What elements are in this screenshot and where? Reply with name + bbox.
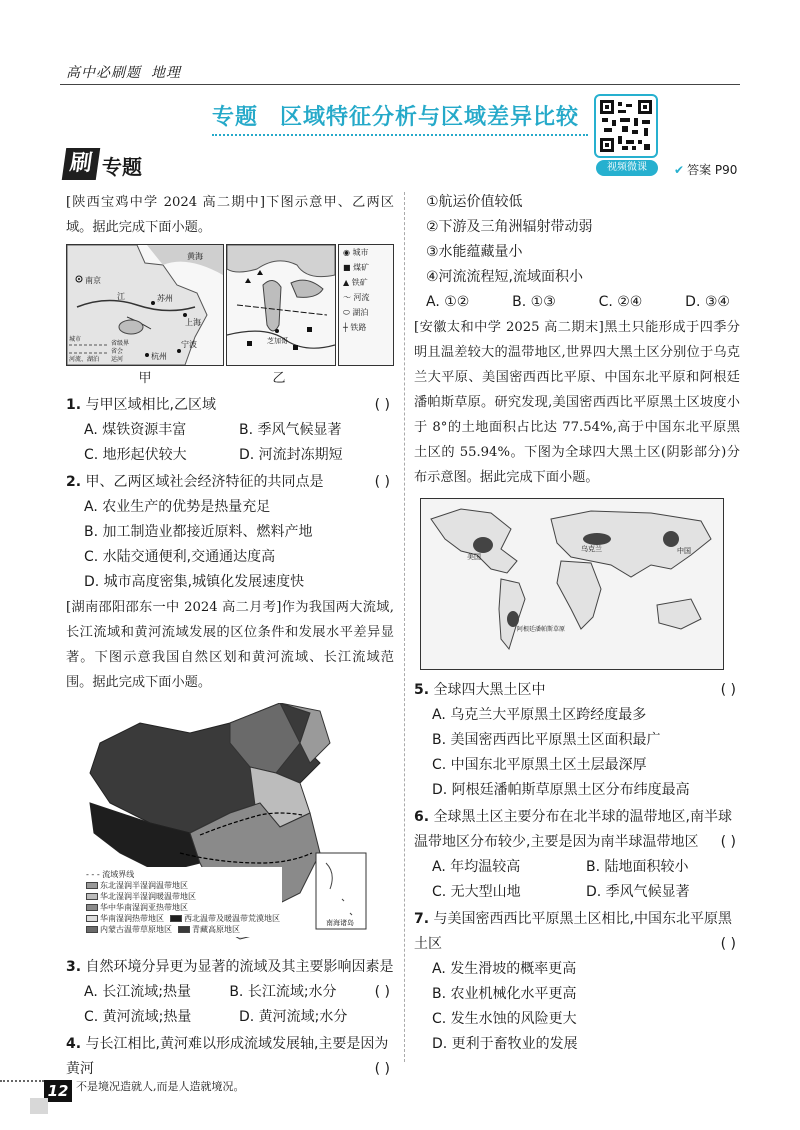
option-d[interactable]: D. 阿根廷潘帕斯草原黑土区分布纬度最高 bbox=[432, 782, 690, 798]
video-lesson-label[interactable]: 视频微课 bbox=[596, 160, 658, 176]
legend-swatch bbox=[178, 926, 190, 933]
question-number: 3. bbox=[66, 959, 82, 975]
map-jia-label: 宁波 bbox=[181, 340, 197, 349]
question-number: 4. bbox=[66, 1036, 82, 1052]
option-a[interactable]: A. 煤铁资源丰富 bbox=[84, 422, 187, 438]
question-1 bbox=[66, 393, 394, 468]
footer-quote: 不是境况造就人,而是人造就境况。 bbox=[76, 1080, 245, 1093]
answer-blank[interactable]: ( ) bbox=[374, 1061, 390, 1077]
qr-code-icon bbox=[600, 100, 652, 152]
answer-blank[interactable]: ( ) bbox=[374, 397, 390, 413]
answer-reference bbox=[674, 161, 737, 178]
map-jia-label: 南京 bbox=[85, 276, 101, 285]
option-c[interactable]: C. 中国东北平原黑土区土层最深厚 bbox=[432, 757, 647, 773]
checkmark-icon: ✔ bbox=[674, 163, 685, 177]
section-badge bbox=[64, 148, 142, 180]
legend-rail-icon: ┼ bbox=[343, 323, 351, 332]
option-c[interactable]: C. 发生水蚀的风险更大 bbox=[432, 1011, 577, 1027]
question-number: 6. bbox=[414, 809, 430, 825]
map-jia-label: 杭州 bbox=[151, 352, 167, 361]
legend-swatch bbox=[86, 893, 98, 900]
question-text: 全球四大黑土区中 bbox=[433, 682, 546, 698]
option-d[interactable]: D. 季风气候显著 bbox=[586, 884, 690, 900]
option-b[interactable]: B. 长江流域;水分 bbox=[229, 984, 337, 1000]
legend-item: ■ 煤矿 bbox=[343, 263, 370, 272]
statement-1: ①航运价值较低 bbox=[426, 194, 523, 210]
question-number: 1. bbox=[66, 397, 82, 413]
option-d[interactable]: D. ③④ bbox=[685, 294, 730, 310]
option-b[interactable]: B. 陆地面积较小 bbox=[586, 859, 689, 875]
map-yi bbox=[226, 244, 336, 366]
option-d[interactable]: D. 黄河流域;水分 bbox=[239, 1009, 348, 1025]
legend-item: 华中华南湿润亚热带地区 bbox=[86, 902, 280, 913]
topic-prefix: 专题 bbox=[212, 105, 259, 130]
option-d[interactable]: D. 城市高度密集,城镇化发展速度快 bbox=[84, 574, 305, 590]
map-jia-legend: 省会 bbox=[111, 348, 124, 355]
figure-jia-yi bbox=[66, 240, 394, 366]
option-c[interactable]: C. 地形起伏较大 bbox=[84, 447, 187, 463]
statement-2: ②下游及三角洲辐射带动弱 bbox=[426, 219, 593, 235]
group-2-intro: [湖南邵阳邵东一中 2024 高二月考]作为我国两大流域,长江流域和黄河流域发展的区位条件和发展水平差异显著。下图示意我国自然区划和黄河流域、长江流域范围。据此完成下面小题。 bbox=[66, 600, 394, 690]
legend-item: ▲ 铁矿 bbox=[343, 278, 368, 287]
figure-labels bbox=[66, 366, 394, 391]
option-a[interactable]: A. 乌克兰大平原黑土区跨经度最多 bbox=[432, 707, 647, 723]
option-b[interactable]: B. 加工制造业都接近原料、燃料产地 bbox=[84, 524, 313, 540]
group-3-intro: [安徽太和中学 2025 高二期末]黑土只能形成于四季分明且温差较大的温带地区,世界四大黑土区分别位于乌克兰大平原、美国密西西比平原、中国东北平原和阿根廷潘帕斯草原。研究发现,美国密西西比平原黑土区坡度小于 8°的土地面积占比达 77.54%,高于中国东北平原黑土区的 55.94%。下图为全球四大黑土区(阴影部分)分布示意图。据此完成下面小题。 bbox=[414, 320, 740, 485]
qr-code[interactable] bbox=[594, 94, 658, 158]
question-7 bbox=[414, 907, 740, 1057]
topic-name: 区域特征分析与区域差异比较 bbox=[280, 105, 580, 130]
answer-page: 答案 P90 bbox=[687, 163, 738, 177]
option-d[interactable]: D. 更利于畜牧业的发展 bbox=[432, 1036, 578, 1052]
inset-label: 南海诸岛 bbox=[326, 919, 354, 927]
option-b[interactable]: B. 农业机械化水平更高 bbox=[432, 986, 577, 1002]
map-jia-legend: 河流、湖泊 bbox=[69, 356, 100, 363]
option-c[interactable]: C. 水陆交通便利,交通通达度高 bbox=[84, 549, 276, 565]
figure-label-yi: 乙 bbox=[272, 371, 286, 386]
question-6 bbox=[414, 805, 740, 905]
world-map-label: 乌克兰 bbox=[581, 545, 602, 553]
statement-3: ③水能蕴藏量小 bbox=[426, 244, 523, 260]
option-a[interactable]: A. 农业生产的优势是热量充足 bbox=[84, 499, 271, 515]
option-d[interactable]: D. 河流封冻期短 bbox=[239, 447, 343, 463]
question-text: 与甲区域相比,乙区域 bbox=[85, 397, 216, 413]
question-2 bbox=[66, 470, 394, 595]
legend-item: 华北湿润半湿润暖温带地区 bbox=[86, 891, 280, 902]
legend-item: 内蒙古温带草原地区 bbox=[86, 924, 172, 935]
option-b[interactable]: B. 季风气候显著 bbox=[239, 422, 342, 438]
china-map-legend bbox=[84, 867, 282, 937]
column-divider bbox=[404, 192, 405, 1062]
answer-blank[interactable]: ( ) bbox=[720, 936, 736, 952]
option-c[interactable]: C. 无大型山地 bbox=[432, 884, 521, 900]
badge-word: 专题 bbox=[102, 155, 142, 179]
footer-dotted-rule bbox=[0, 1080, 44, 1082]
map-jia-label: 江 bbox=[117, 292, 125, 301]
option-a[interactable]: A. 长江流域;热量 bbox=[84, 984, 191, 1000]
legend-swatch bbox=[86, 915, 98, 922]
answer-blank[interactable]: ( ) bbox=[374, 474, 390, 490]
legend-river-icon: ～ bbox=[343, 293, 354, 302]
legend-item: 青藏高原地区 bbox=[178, 924, 240, 935]
question-number: 2. bbox=[66, 474, 82, 490]
legend-swatch bbox=[86, 926, 98, 933]
map-jia-legend: 城市 bbox=[69, 336, 82, 343]
legend-item: 东北湿润半湿润温带地区 bbox=[86, 880, 280, 891]
map-jia-legend: 运河 bbox=[111, 356, 124, 363]
legend-lake-icon: ⬭ bbox=[343, 308, 353, 317]
question-text: 自然环境分异更为显著的流域及其主要影响因素是 bbox=[85, 959, 394, 975]
world-map-label: 美国 bbox=[467, 553, 481, 561]
title-underline bbox=[212, 134, 588, 136]
legend-item: ～ 河流 bbox=[343, 293, 370, 302]
legend-item: 西北温带及暖温带荒漠地区 bbox=[170, 913, 280, 924]
question-3 bbox=[66, 955, 394, 1030]
statement-4: ④河流流程短,流域面积小 bbox=[426, 269, 584, 285]
question-4-statements bbox=[414, 190, 740, 315]
option-a[interactable]: A. 年均温较高 bbox=[432, 859, 521, 875]
map-jia-label: 黄海 bbox=[187, 252, 203, 261]
china-region-map bbox=[80, 703, 380, 953]
question-number: 7. bbox=[414, 911, 430, 927]
corner-decoration bbox=[30, 1098, 48, 1114]
legend-swatch bbox=[86, 882, 98, 889]
book-title bbox=[66, 62, 191, 82]
legend-swatch bbox=[170, 915, 182, 922]
answer-blank[interactable]: ( ) bbox=[720, 682, 736, 698]
figure-label-jia: 甲 bbox=[138, 371, 152, 386]
legend-item: 华南湿润热带地区 bbox=[86, 913, 164, 924]
question-text: 与美国密西西比平原黑土区相比,中国东北平原黑土区 bbox=[414, 911, 732, 952]
world-map-label: 中国 bbox=[677, 547, 691, 555]
option-b[interactable]: B. ①③ bbox=[512, 294, 556, 310]
book-name: 高中必刷题 bbox=[66, 65, 141, 81]
legend-item: - - - 流域界线 bbox=[86, 870, 135, 879]
legend-city-icon: ◉ bbox=[343, 248, 353, 257]
map-jia-label: 上海 bbox=[185, 318, 201, 327]
question-5 bbox=[414, 678, 740, 803]
option-a[interactable]: A. 发生滑坡的概率更高 bbox=[432, 961, 577, 977]
subject-name: 地理 bbox=[151, 65, 181, 81]
option-c[interactable]: C. ②④ bbox=[598, 294, 643, 310]
legend-item: ◉ 城市 bbox=[343, 248, 369, 257]
world-black-soil-map bbox=[420, 498, 724, 670]
topic-title bbox=[212, 100, 579, 131]
group-1-intro: [陕西宝鸡中学 2024 高二期中]下图示意甲、乙两区域。据此完成下面小题。 bbox=[66, 195, 394, 235]
right-column bbox=[414, 190, 740, 1057]
option-b[interactable]: B. 美国密西西比平原黑土区面积最广 bbox=[432, 732, 661, 748]
map-jia-label: 苏州 bbox=[157, 294, 173, 303]
question-text: 全球黑土区主要分布在北半球的温带地区,南半球温带地区分布较少,主要是因为南半球温带地区 bbox=[414, 809, 732, 850]
question-number: 5. bbox=[414, 682, 430, 698]
answer-blank[interactable]: ( ) bbox=[374, 984, 390, 1000]
answer-blank[interactable]: ( ) bbox=[720, 834, 736, 850]
left-column bbox=[66, 190, 394, 1082]
map-yi-label: 芝加哥 bbox=[267, 337, 288, 345]
question-text: 与长江相比,黄河难以形成流域发展轴,主要是因为黄河 bbox=[66, 1036, 389, 1077]
page-number: 12 bbox=[44, 1080, 72, 1102]
legend-coal-icon: ■ bbox=[343, 263, 354, 272]
question-text: 甲、乙两区域社会经济特征的共同点是 bbox=[85, 474, 324, 490]
question-4 bbox=[66, 1032, 394, 1082]
world-map-label: 阿根廷潘帕斯草原 bbox=[517, 626, 566, 633]
map-yi-legend bbox=[338, 244, 394, 366]
legend-item: ⬭ 湖泊 bbox=[343, 308, 369, 317]
map-jia bbox=[66, 244, 224, 366]
map-jia-legend: 省级界 bbox=[111, 340, 130, 347]
legend-iron-icon: ▲ bbox=[343, 278, 352, 287]
option-a[interactable]: A. ①② bbox=[426, 294, 470, 310]
legend-item: ┼ 铁路 bbox=[343, 323, 367, 332]
brush-mark: 刷 bbox=[62, 148, 100, 180]
option-c[interactable]: C. 黄河流域;热量 bbox=[84, 1009, 192, 1025]
legend-swatch bbox=[86, 904, 98, 911]
header-rule bbox=[60, 84, 740, 85]
